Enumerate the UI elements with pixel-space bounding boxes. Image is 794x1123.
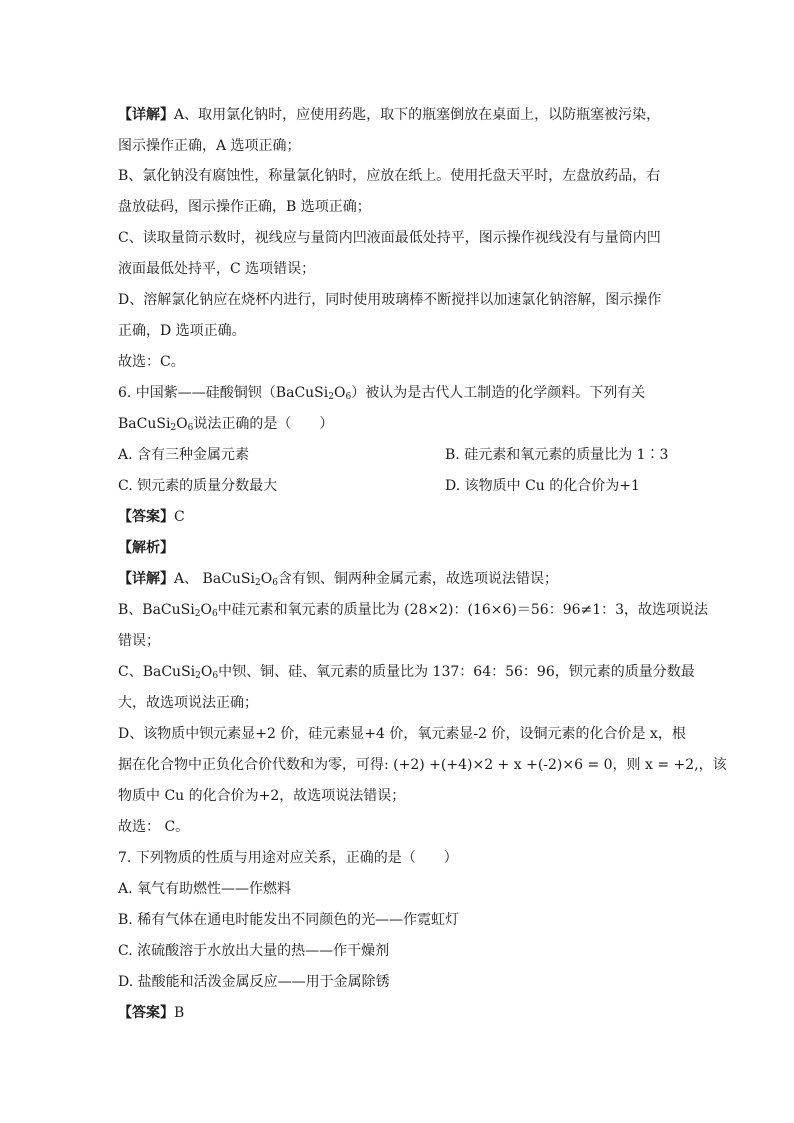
answer-tag: 【答案】 [118, 509, 174, 525]
detail-tag: 【详解】 [118, 571, 174, 587]
detail-line: 正确，D 选项正确。 [118, 323, 246, 339]
answer-value: C [174, 509, 185, 525]
option-c: C. 浓硫酸溶于水放出大量的热——作干燥剂 [118, 943, 390, 959]
detail-line: D、溶解氯化钠应在烧杯内进行，同时使用玻璃棒不断搅拌以加速氯化钠溶解，图示操作 [118, 292, 662, 308]
option-d: D. 盐酸能和活泼金属反应——用于金属除锈 [118, 974, 390, 990]
detail-line: 【详解】A、 $BaCuSi_2O_6$含有钡、铜两种金属元素，故选项说法错误； [118, 571, 558, 588]
question-6-stem-cont: $BaCuSi_2O_6$说法正确的是（ ） [118, 416, 334, 433]
detail-line: 液面最低处持平，C 选项错误； [118, 261, 316, 277]
detail-line: B、$BaCuSi_2O_6$中硅元素和氧元素的质量比为 (28×2)：(16×6)＝56：96≠1：3，故选项说法 [118, 602, 709, 619]
detail-line: 物质中 Cu 的化合价为+2，故选项说法错误； [118, 788, 406, 804]
answer-value: B [174, 1005, 185, 1021]
option-b: B. 稀有气体在通电时能发出不同颜色的光——作霓虹灯 [118, 912, 460, 928]
detail-line: 【详解】A、取用氯化钠时，应使用药匙，取下的瓶塞倒放在桌面上，以防瓶塞被污染， [118, 107, 661, 123]
detail-line: C、读取量筒示数时，视线应与量筒内凹液面最低处持平，图示操作视线没有与量筒内凹 [118, 230, 661, 246]
answer-tag: 【答案】 [118, 1005, 174, 1021]
option-c: C. 钡元素的质量分数最大 [118, 478, 278, 494]
answer-line [118, 507, 678, 527]
option-a: A. 氧气有助燃性——作燃料 [118, 881, 292, 897]
detail-line: 图示操作正确，A 选项正确； [118, 138, 301, 154]
detail-line: 盘放砝码，图示操作正确，B 选项正确； [118, 199, 371, 215]
detail-line: D、该物质中钡元素显+2 价，硅元素显+4 价，氧元素显-2 价，设铜元素的化合价是 x，根 [118, 726, 686, 742]
detail-line: 大，故选项说法正确； [118, 695, 258, 711]
detail-line: 据在化合物中正负化合价代数和为零，可得: (+2) +(+4)×2 + x +(-2)×6 = 0，则 x = +2,，该 [118, 757, 727, 773]
question-7-stem: 7. 下列物质的性质与用途对应关系，正确的是（ ） [118, 850, 458, 866]
question-6-stem: 6. 中国紫——硅酸铜钡$(BaCuSi_2O_6)$被认为是古代人工制造的化学颜料。下列有关 [118, 385, 646, 402]
option-a: A. 含有三种金属元素 [118, 447, 250, 463]
answer-line [118, 1003, 678, 1023]
option-b: B. 硅元素和氧元素的质量比为 1∶3 [445, 447, 669, 463]
conclusion-line: 故选： C。 [118, 819, 190, 835]
detail-line: C、$BaCuSi_2O_6$中钡、铜、硅、氧元素的质量比为 137：64：56：96，钡元素的质量分数最 [118, 664, 695, 681]
analysis-heading: 【解析】 [118, 540, 174, 556]
option-d: D. 该物质中 Cu 的化合价为+1 [445, 478, 640, 494]
detail-line: 错误； [118, 633, 160, 649]
conclusion-line: 故选：C。 [118, 354, 185, 370]
detail-line: B、氯化钠没有腐蚀性，称量氯化钠时，应放在纸上。使用托盘天平时，左盘放药品，右 [118, 168, 661, 184]
detail-tag: 【详解】 [118, 107, 174, 123]
